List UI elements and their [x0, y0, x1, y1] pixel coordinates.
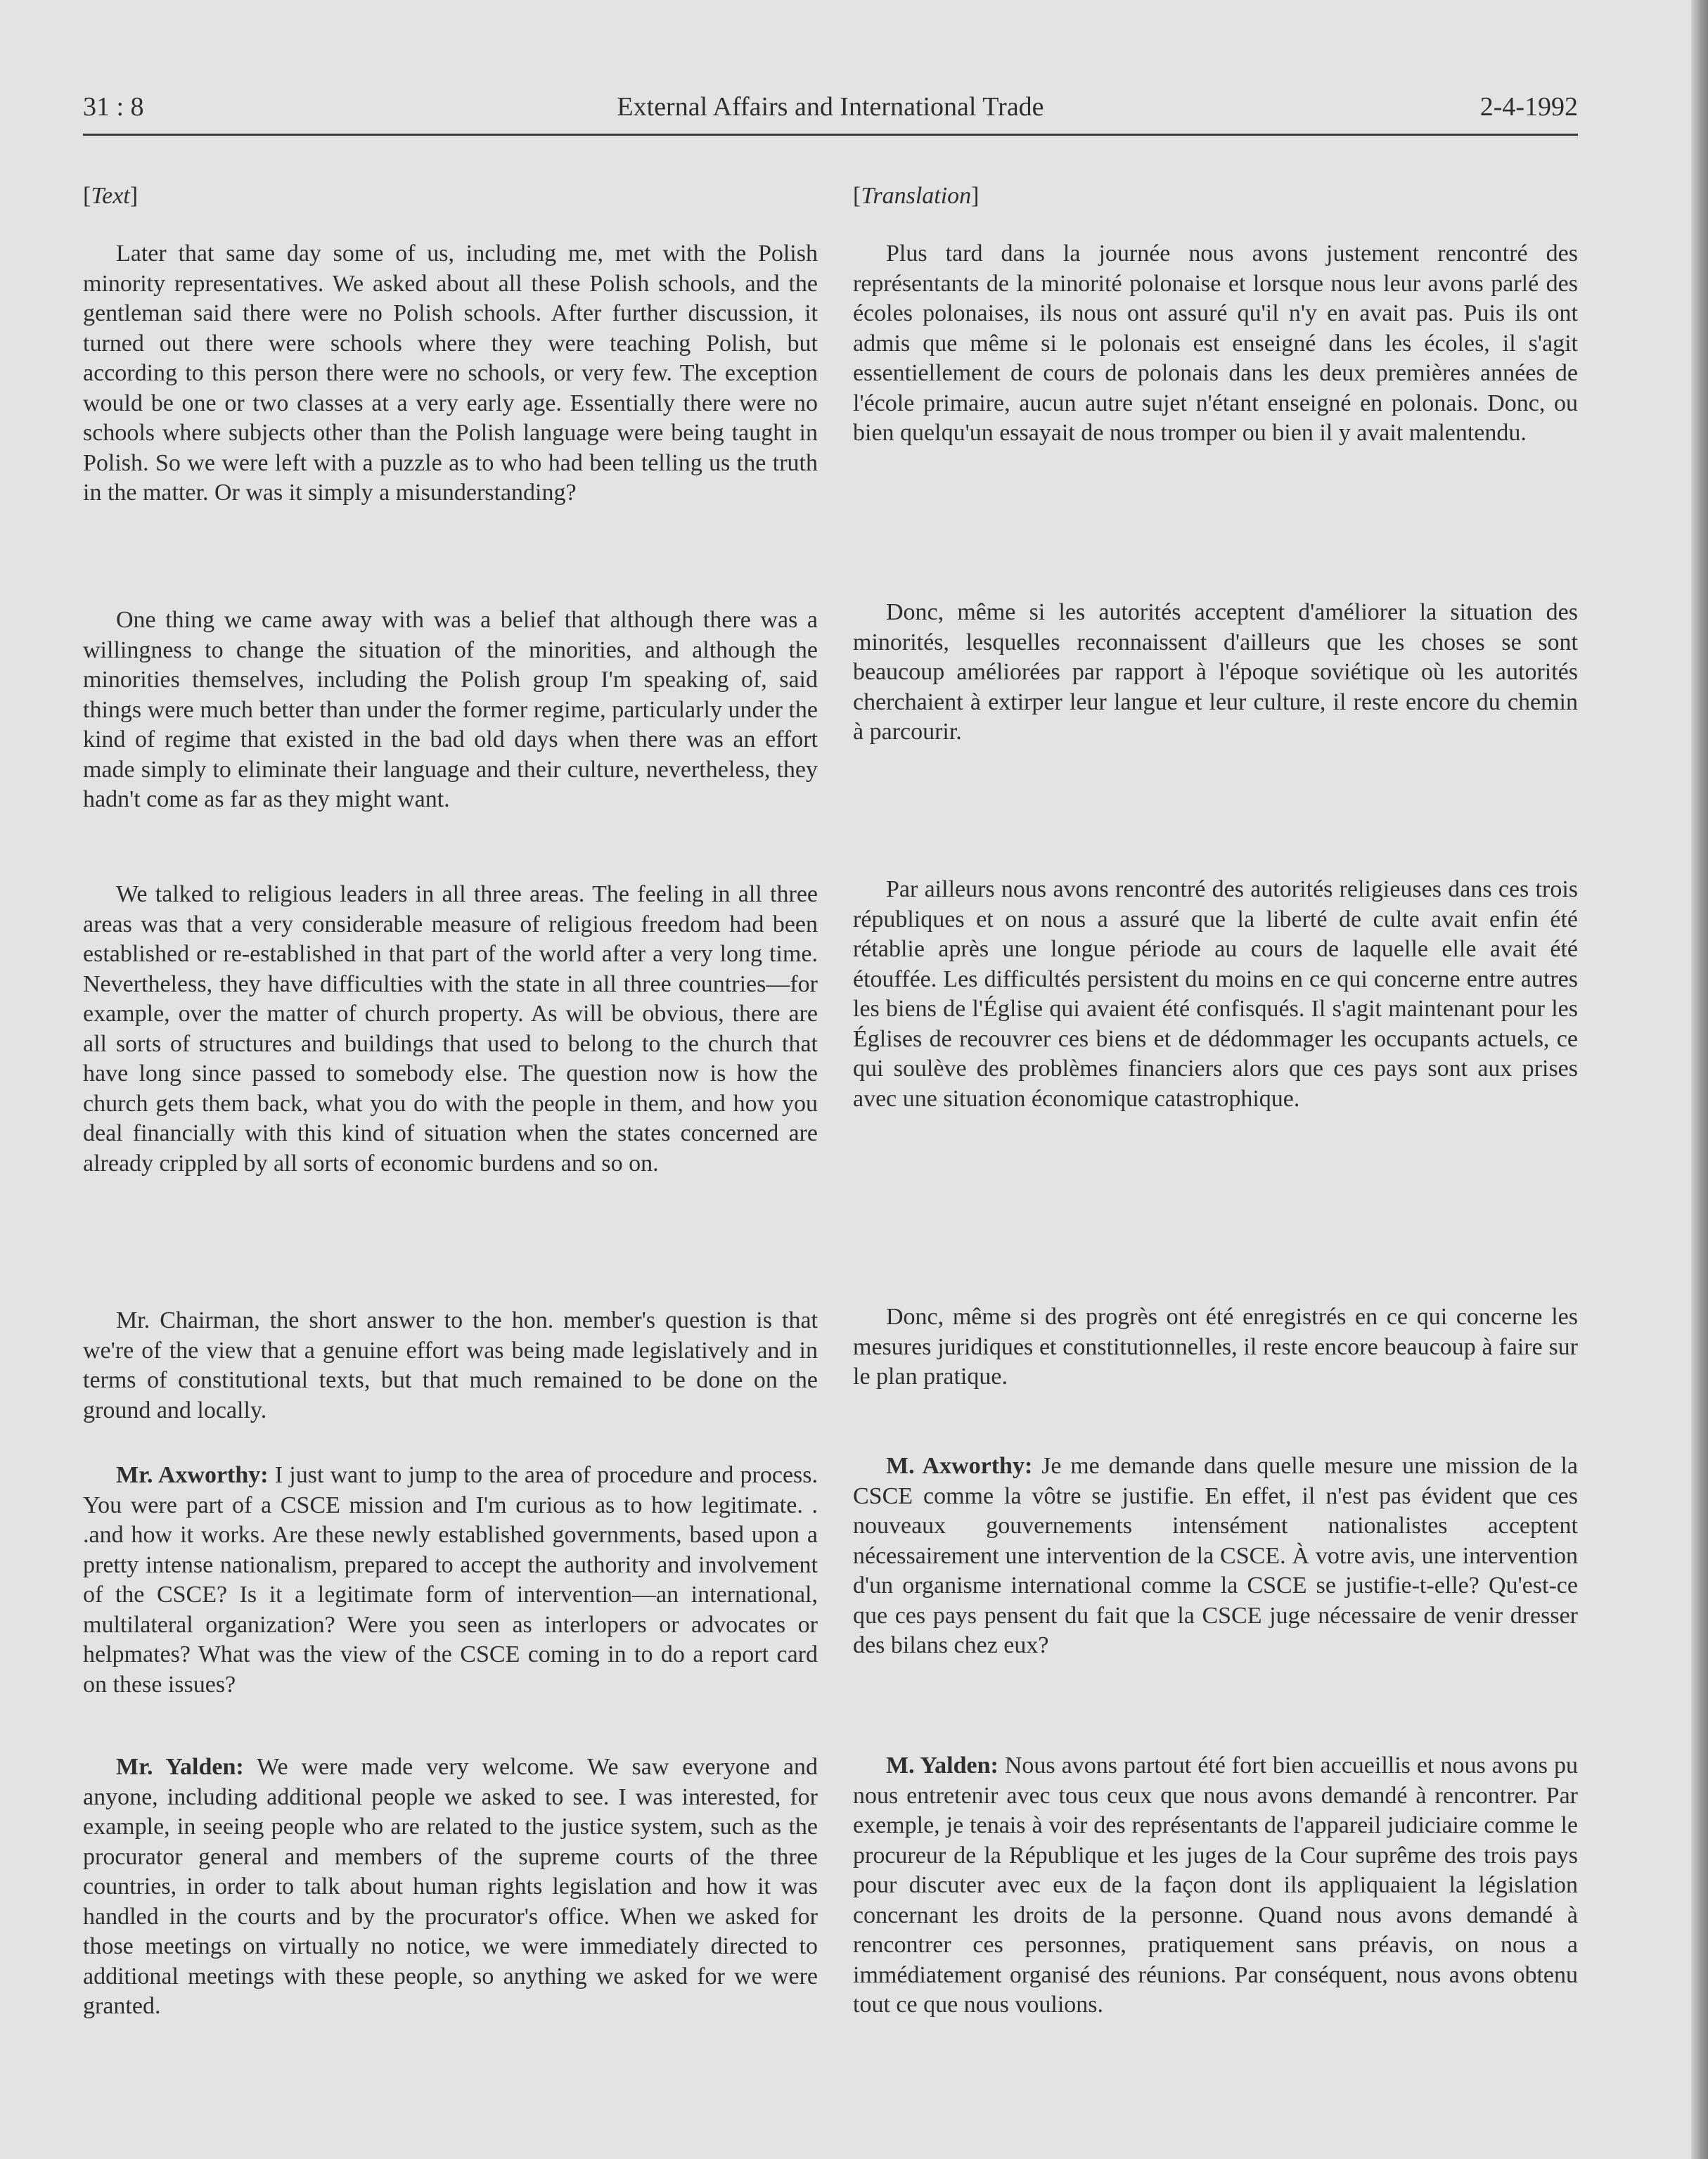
speaker-name: M. Axworthy: [886, 1453, 1033, 1479]
paragraph: Donc, même si les autorités acceptent d'améliorer la situation des minorités, lesquelles reconnaissent d'ailleurs que les choses se sont beaucoup améliorées par rapport à l'époque soviétique où les autorités cherchaient à extirper leur langue et leur culture, il reste encore du chemin à parcourir. [853, 599, 1578, 745]
paragraph: Mr. Chairman, the short answer to the hon. member's question is that we're of the view that a genuine effort was being made legislatively and in terms of constitutional texts, but that much remained to be done on the ground and locally. [83, 1307, 818, 1423]
speaker-name: M. Yalden: [886, 1753, 999, 1779]
paragraph: M. Axworthy: Je me demande dans quelle mesure une mission de la CSCE comme la vôtre se justifie. En effet, il n'est pas évident que ces nouveaux gouvernements intensément nationalistes acceptent nécessairement une intervention de la CSCE. À votre avis, une intervention d'un organisme international comme la CSCE se justifie-t-elle? Qu'est-ce que ces pays pensent du fait que la CSCE juge nécessaire de venir dresser des bilans chez eux? [853, 1453, 1578, 1658]
paragraph: Donc, même si des progrès ont été enregistrés en ce qui concerne les mesures juridiques et constitutionnelles, il reste encore beaucoup à faire sur le plan pratique. [853, 1304, 1578, 1390]
page-edge-shadow [1691, 0, 1708, 2159]
paragraph: We talked to religious leaders in all three areas. The feeling in all three areas was that a very considerable measure of religious freedom had been established or re-established in that part of the world after a very long time. Nevertheless, they have difficulties with the state in all three countries—for example, over the matter of church property. As will be obvious, there are all sorts of structures and buildings that used to belong to the church that have long since passed to somebody else. The question now is how the church gets them back, what you do with the people in them, and how you deal financially with this kind of situation when the states concerned are already crippled by all sorts of economic burdens and so on. [83, 881, 818, 1177]
english-column [83, 181, 818, 2019]
paragraph: Plus tard dans la journée nous avons justement rencontré des représentants de la minorité polonaise et lorsque nous leur avons parlé des écoles polonaises, ils nous ont assuré qu'il n'y en avait pas. Puis ils ont admis que même si le polonais est enseigné dans les écoles, il s'agit essentiellement de cours de polonais dans les deux premières années de l'école primaire, aucun autre sujet n'étant enseigné en polonais. Donc, ou bien quelqu'un essayait de nous tromper ou bien il y avait malentendu. [853, 241, 1578, 446]
paragraph: Par ailleurs nous avons rencontré des autorités religieuses dans ces trois républiques et on nous a assuré que la liberté de culte avait enfin été rétablie après une longue période au cours de laquelle elle avait été étouffée. Les difficultés persistent du moins en ce qui concerne entre autres les biens de l'Église qui avaient été confisqués. Il s'agit maintenant pour les Églises de recouvrer ces biens et de dédommager les occupants actuels, ce qui soulève des problèmes financiers alors que ces pays sont aux prises avec une situation économique catastrophique. [853, 876, 1578, 1112]
paragraph: Later that same day some of us, including me, met with the Polish minority representatives. We asked about all these Polish schools, and the gentleman said there were no Polish schools. After further discussion, it turned out there were schools where they were teaching Polish, but according to this person there were no schools, or very few. The exception would be one or two classes at a very early age. Essentially there were no schools where subjects other than the Polish language were being taught in Polish. So we were left with a puzzle as to who had been telling us the truth in the matter. Or was it simply a misunderstanding? [83, 241, 818, 506]
page-header [83, 91, 1578, 136]
page-number: 31 : 8 [83, 92, 144, 122]
french-column [853, 181, 1579, 2018]
speaker-name: Mr. Axworthy: [116, 1462, 269, 1488]
header-date: 2-4-1992 [1479, 92, 1578, 122]
column-label: [ Translation ] [853, 181, 1578, 211]
publication-title: External Affairs and International Trade [617, 92, 1044, 122]
paragraph: M. Yalden: Nous avons partout été fort bien accueillis et nous avons pu nous entretenir avec tous ceux que nous avons demandé à rencontrer. Par exemple, je tenais à voir des représentants de l'appareil judiciaire comme le procureur de la République et les juges de la Cour suprême des trois pays pour discuter avec eux de la façon dont ils appliquaient la législation concernant les droits de la personne. Quand nous avons demandé à rencontrer ces personnes, pratiquement sans préavis, on nous a immédiatement organisé des réunions. Par conséquent, nous avons obtenu tout ce que nous voulions. [853, 1753, 1579, 2018]
paragraph: Mr. Yalden: We were made very welcome. We saw everyone and anyone, including additional people we asked to see. I was interested, for example, in seeing people who are related to the justice system, such as the procurator general and members of the supreme courts of the three countries, in order to talk about human rights legislation and how it was handled in the courts and by the procurator's office. When we asked for those meetings on virtually no notice, we were immediately directed to additional meetings with these people, so anything we asked for we were granted. [83, 1754, 818, 2019]
paragraph: Mr. Axworthy: I just want to jump to the area of procedure and process. You were part of a CSCE mission and I'm curious as to how legitimate. . .and how it works. Are these newly established governments, based upon a pretty intense nationalism, prepared to accept the authority and involvement of the CSCE? Is it a legitimate form of intervention—an international, multilateral organization? Were you seen as interlopers or advocates or helpmates? What was the view of the CSCE coming in to do a report card on these issues? [83, 1462, 818, 1698]
paragraph: One thing we came away with was a belief that although there was a willingness to change the situation of the minorities, and although the minorities themselves, including the Polish group I'm speaking of, said things were much better than under the former regime, particularly under the kind of regime that existed in the bad old days when there was an effort made simply to eliminate their language and their culture, nevertheless, they hadn't come as far as they might want. [83, 607, 818, 812]
speaker-name: Mr. Yalden: [116, 1754, 244, 1780]
column-label: [ Text ] [83, 181, 818, 211]
